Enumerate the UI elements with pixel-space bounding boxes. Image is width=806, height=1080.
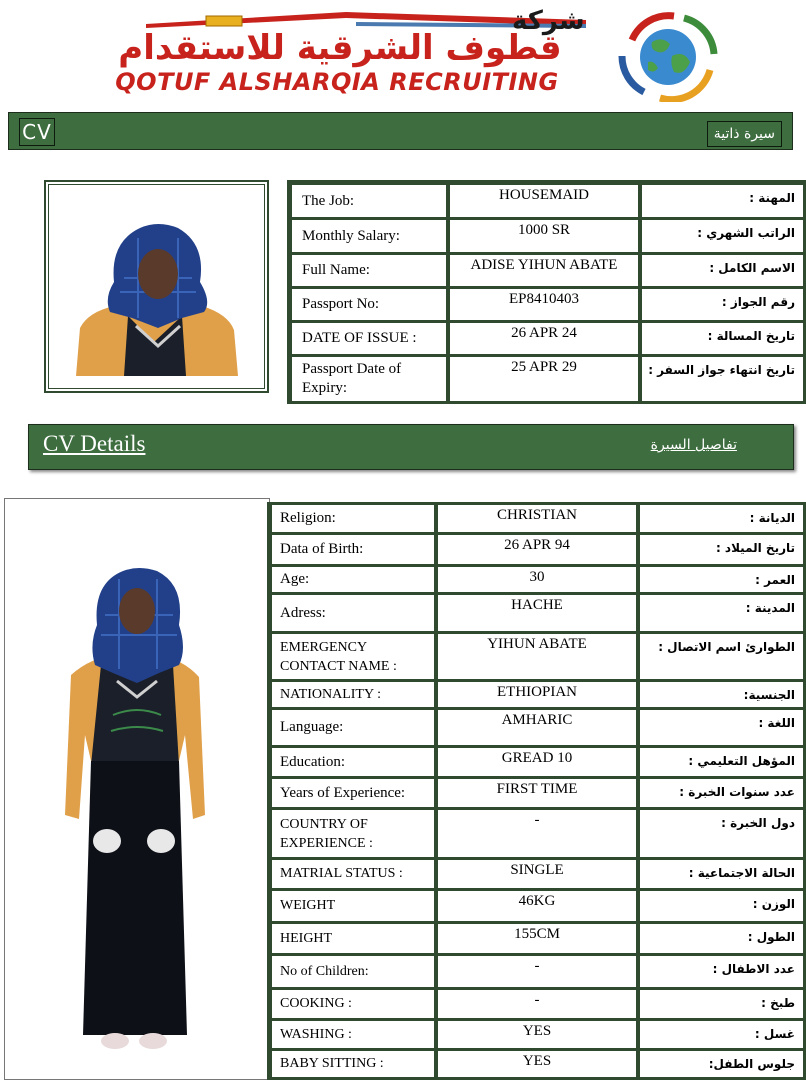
portrait-photo <box>44 180 269 393</box>
table-row <box>289 322 804 355</box>
age-label: Age: <box>271 566 435 593</box>
education-value: GREAD 10 <box>437 747 637 777</box>
issue-date-label: DATE OF ISSUE : <box>291 322 447 355</box>
salary-value: 1000 SR <box>449 219 639 253</box>
full-body-image <box>61 565 213 1055</box>
education-label: Education: <box>271 747 435 777</box>
company-logo <box>66 2 726 106</box>
baby-sitting-label: BABY SITTING : <box>271 1050 435 1078</box>
language-label: Language: <box>271 709 435 746</box>
table-row <box>269 923 804 954</box>
passport-no-label: Passport No: <box>291 288 447 321</box>
table-row <box>269 534 804 565</box>
job-label: The Job: <box>291 184 447 218</box>
address-value: HACHE <box>437 594 637 632</box>
summary-table <box>287 180 806 404</box>
experience-country-label-arabic: دول الخبرة : <box>639 809 804 858</box>
table-row <box>269 747 804 777</box>
cv-details-title-arabic: تفاصيل السيرة <box>650 437 737 453</box>
children-label-arabic: عدد الاطفال : <box>639 955 804 988</box>
weight-value: 46KG <box>437 890 637 922</box>
table-row <box>269 989 804 1019</box>
expiry-date-label: Passport Date of Expiry: <box>291 356 447 402</box>
table-row <box>269 709 804 746</box>
children-label: No of Children: <box>271 955 435 988</box>
marital-status-value: SINGLE <box>437 859 637 889</box>
cooking-value: - <box>437 989 637 1019</box>
cv-details-bar <box>28 424 794 470</box>
baby-sitting-label-arabic: جلوس الطفل: <box>639 1050 804 1078</box>
nationality-label: NATIONALITY : <box>271 681 435 708</box>
religion-label: Religion: <box>271 504 435 533</box>
expiry-date-value: 25 APR 29 <box>449 356 639 402</box>
age-value: 30 <box>437 566 637 593</box>
table-row <box>289 254 804 287</box>
height-value: 155CM <box>437 923 637 954</box>
table-row <box>269 955 804 988</box>
religion-label-arabic: الديانة : <box>639 504 804 533</box>
job-value: HOUSEMAID <box>449 184 639 218</box>
birth-date-label: Data of Birth: <box>271 534 435 565</box>
details-table <box>267 502 806 1080</box>
job-label-arabic: المهنة : <box>641 184 804 218</box>
marital-status-label: MATRIAL STATUS : <box>271 859 435 889</box>
table-row <box>269 809 804 858</box>
language-value: AMHARIC <box>437 709 637 746</box>
children-value: - <box>437 955 637 988</box>
emergency-contact-label: EMERGENCY CONTACT NAME : <box>271 633 435 680</box>
table-row <box>269 504 804 533</box>
cv-details-title: CV Details <box>43 431 146 456</box>
full-name-value: ADISE YIHUN ABATE <box>449 254 639 287</box>
globe-icon <box>614 10 722 102</box>
language-label-arabic: اللغة : <box>639 709 804 746</box>
experience-country-value: - <box>437 809 637 858</box>
table-row <box>269 633 804 680</box>
emergency-contact-value: YIHUN ABATE <box>437 633 637 680</box>
table-row <box>269 566 804 593</box>
table-row <box>289 288 804 321</box>
weight-label-arabic: الوزن : <box>639 890 804 922</box>
height-label-arabic: الطول : <box>639 923 804 954</box>
salary-label: Monthly Salary: <box>291 219 447 253</box>
cooking-label: COOKING : <box>271 989 435 1019</box>
age-label-arabic: العمر : <box>639 566 804 593</box>
cooking-label-arabic: طبخ : <box>639 989 804 1019</box>
education-label-arabic: المؤهل التعليمي : <box>639 747 804 777</box>
full-body-photo <box>4 498 270 1080</box>
logo-name-english: QOTUF ALSHARQIA RECRUITING <box>115 68 559 96</box>
table-row <box>269 890 804 922</box>
height-label: HEIGHT <box>271 923 435 954</box>
birth-date-value: 26 APR 94 <box>437 534 637 565</box>
weight-label: WEIGHT <box>271 890 435 922</box>
cv-header-bar <box>8 112 793 150</box>
portrait-image <box>74 218 242 376</box>
nationality-value: ETHIOPIAN <box>437 681 637 708</box>
table-row <box>269 859 804 889</box>
passport-no-label-arabic: رقم الجواز : <box>641 288 804 321</box>
passport-no-value: EP8410403 <box>449 288 639 321</box>
full-name-label: Full Name: <box>291 254 447 287</box>
table-row <box>289 219 804 253</box>
table-row <box>269 594 804 632</box>
nationality-label-arabic: الجنسية: <box>639 681 804 708</box>
issue-date-value: 26 APR 24 <box>449 322 639 355</box>
table-row <box>269 778 804 808</box>
religion-value: CHRISTIAN <box>437 504 637 533</box>
washing-label-arabic: غسل : <box>639 1020 804 1049</box>
address-label: Adress: <box>271 594 435 632</box>
salary-label-arabic: الراتب الشهري : <box>641 219 804 253</box>
baby-sitting-value: YES <box>437 1050 637 1078</box>
table-row <box>269 681 804 708</box>
experience-years-label: Years of Experience: <box>271 778 435 808</box>
full-name-label-arabic: الاسم الكامل : <box>641 254 804 287</box>
experience-years-label-arabic: عدد سنوات الخبرة : <box>639 778 804 808</box>
table-row <box>289 184 804 218</box>
table-row <box>269 1050 804 1078</box>
experience-years-value: FIRST TIME <box>437 778 637 808</box>
emergency-contact-label-arabic: الطوارئ اسم الاتصال : <box>639 633 804 680</box>
birth-date-label-arabic: تاريخ الميلاد : <box>639 534 804 565</box>
cv-label: CV <box>19 118 55 146</box>
table-row <box>289 356 804 402</box>
experience-country-label: COUNTRY OF EXPERIENCE : <box>271 809 435 858</box>
expiry-date-label-arabic: تاريخ انتهاء جواز السفر : <box>641 356 804 402</box>
address-label-arabic: المدينة : <box>639 594 804 632</box>
table-row <box>269 1020 804 1049</box>
washing-label: WASHING : <box>271 1020 435 1049</box>
washing-value: YES <box>437 1020 637 1049</box>
marital-status-label-arabic: الحالة الاجتماعية : <box>639 859 804 889</box>
logo-word-arabic: شركة <box>512 6 585 36</box>
logo-name-arabic: قطوف الشرقية للاستقدام <box>118 28 562 68</box>
cv-label-arabic: سيرة ذاتية <box>707 121 782 147</box>
issue-date-label-arabic: تاريخ المسالة : <box>641 322 804 355</box>
